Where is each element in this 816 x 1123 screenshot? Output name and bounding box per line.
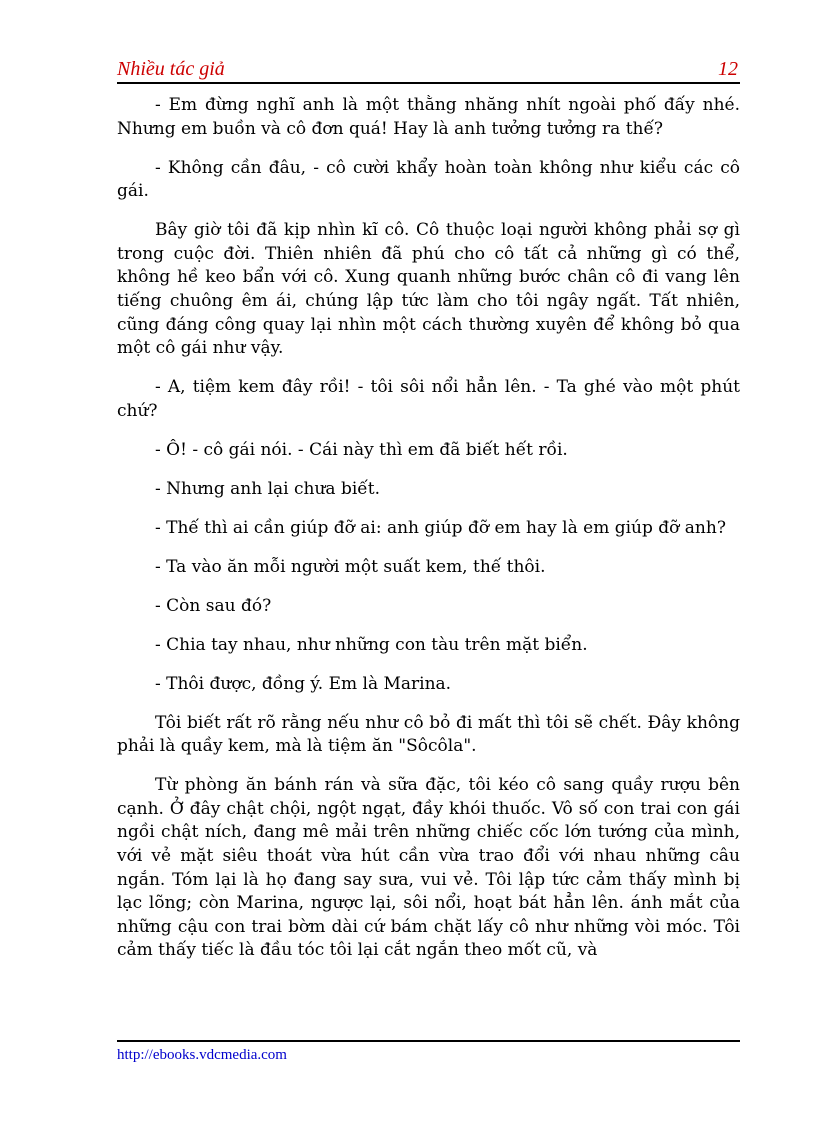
paragraph: - Còn sau đó?	[155, 595, 272, 616]
footer-divider	[117, 1040, 740, 1042]
paragraph: - Không cần đâu, - cô cười khẩy hoàn toàn không như kiểu các cô gái.	[117, 157, 740, 202]
paragraph: Từ phòng ăn bánh rán và sữa đặc, tôi kéo cô sang quầy rượu bên cạnh. Ở đây chật chội, ngột ngạt, đầy khói thuốc. Vô số con trai con gái ngồi chật ních, đang mê mải trên những chiếc cốc lớn tướng của mình, với vẻ mặt siêu thoát vừa hút cần vừa trao đổi với nhau những câu ngắn. Tóm lại là họ đang say sưa, vui vẻ. Tôi lập tức cảm thấy mình bị lạc lõng; còn Marina, ngược lại, sôi nổi, hoạt bát hẳn lên. ánh mắt của những cậu con trai bờm dài cứ bám chặt lấy cô như những vòi móc. Tôi cảm thấy tiếc là đầu tóc tôi lại cắt ngắn theo mốt cũ, và	[117, 775, 740, 961]
paragraph: Tôi biết rất rõ rằng nếu như cô bỏ đi mất thì tôi sẽ chết. Đây không phải là quầy kem, mà là tiệm ăn "Sôcôla".	[117, 712, 740, 757]
page-body	[117, 94, 740, 978]
paragraph: - Chia tay nhau, như những con tàu trên mặt biển.	[155, 634, 588, 655]
paragraph: - Thôi được, đồng ý. Em là Marina.	[155, 673, 452, 694]
footer-url-link[interactable]: http://ebooks.vdcmedia.com	[117, 1047, 287, 1063]
paragraph: - Nhưng anh lại chưa biết.	[155, 478, 380, 499]
page-number: 12	[718, 58, 738, 80]
page-header	[117, 56, 740, 84]
header-author: Nhiều tác giả	[117, 58, 225, 80]
paragraph: - Ô! - cô gái nói. - Cái này thì em đã biết hết rồi.	[155, 439, 568, 460]
paragraph: - Ta vào ăn mỗi người một suất kem, thế thôi.	[155, 556, 546, 577]
paragraph: Bây giờ tôi đã kịp nhìn kĩ cô. Cô thuộc loại người không phải sợ gì trong cuộc đời. Thiên nhiên đã phú cho cô tất cả những gì có thể, không hề keo bẩn với cô. Xung quanh những bước chân cô đi vang lên tiếng chuông êm ái, chúng lập tức làm cho tôi ngây ngất. Tất nhiên, cũng đáng công quay lại nhìn một cách thường xuyên để không bỏ qua một cô gái như vậy.	[117, 220, 740, 359]
paragraph: - Thế thì ai cần giúp đỡ ai: anh giúp đỡ em hay là em giúp đỡ anh?	[155, 517, 726, 538]
paragraph: - A, tiệm kem đây rồi! - tôi sôi nổi hẳn lên. - Ta ghé vào một phút chứ?	[117, 377, 740, 421]
paragraph: - Em đừng nghĩ anh là một thằng nhăng nhít ngoài phố đấy nhé. Nhưng em buồn và cô đơn quá! Hay là anh tưởng tưởng ra thế?	[117, 95, 740, 139]
